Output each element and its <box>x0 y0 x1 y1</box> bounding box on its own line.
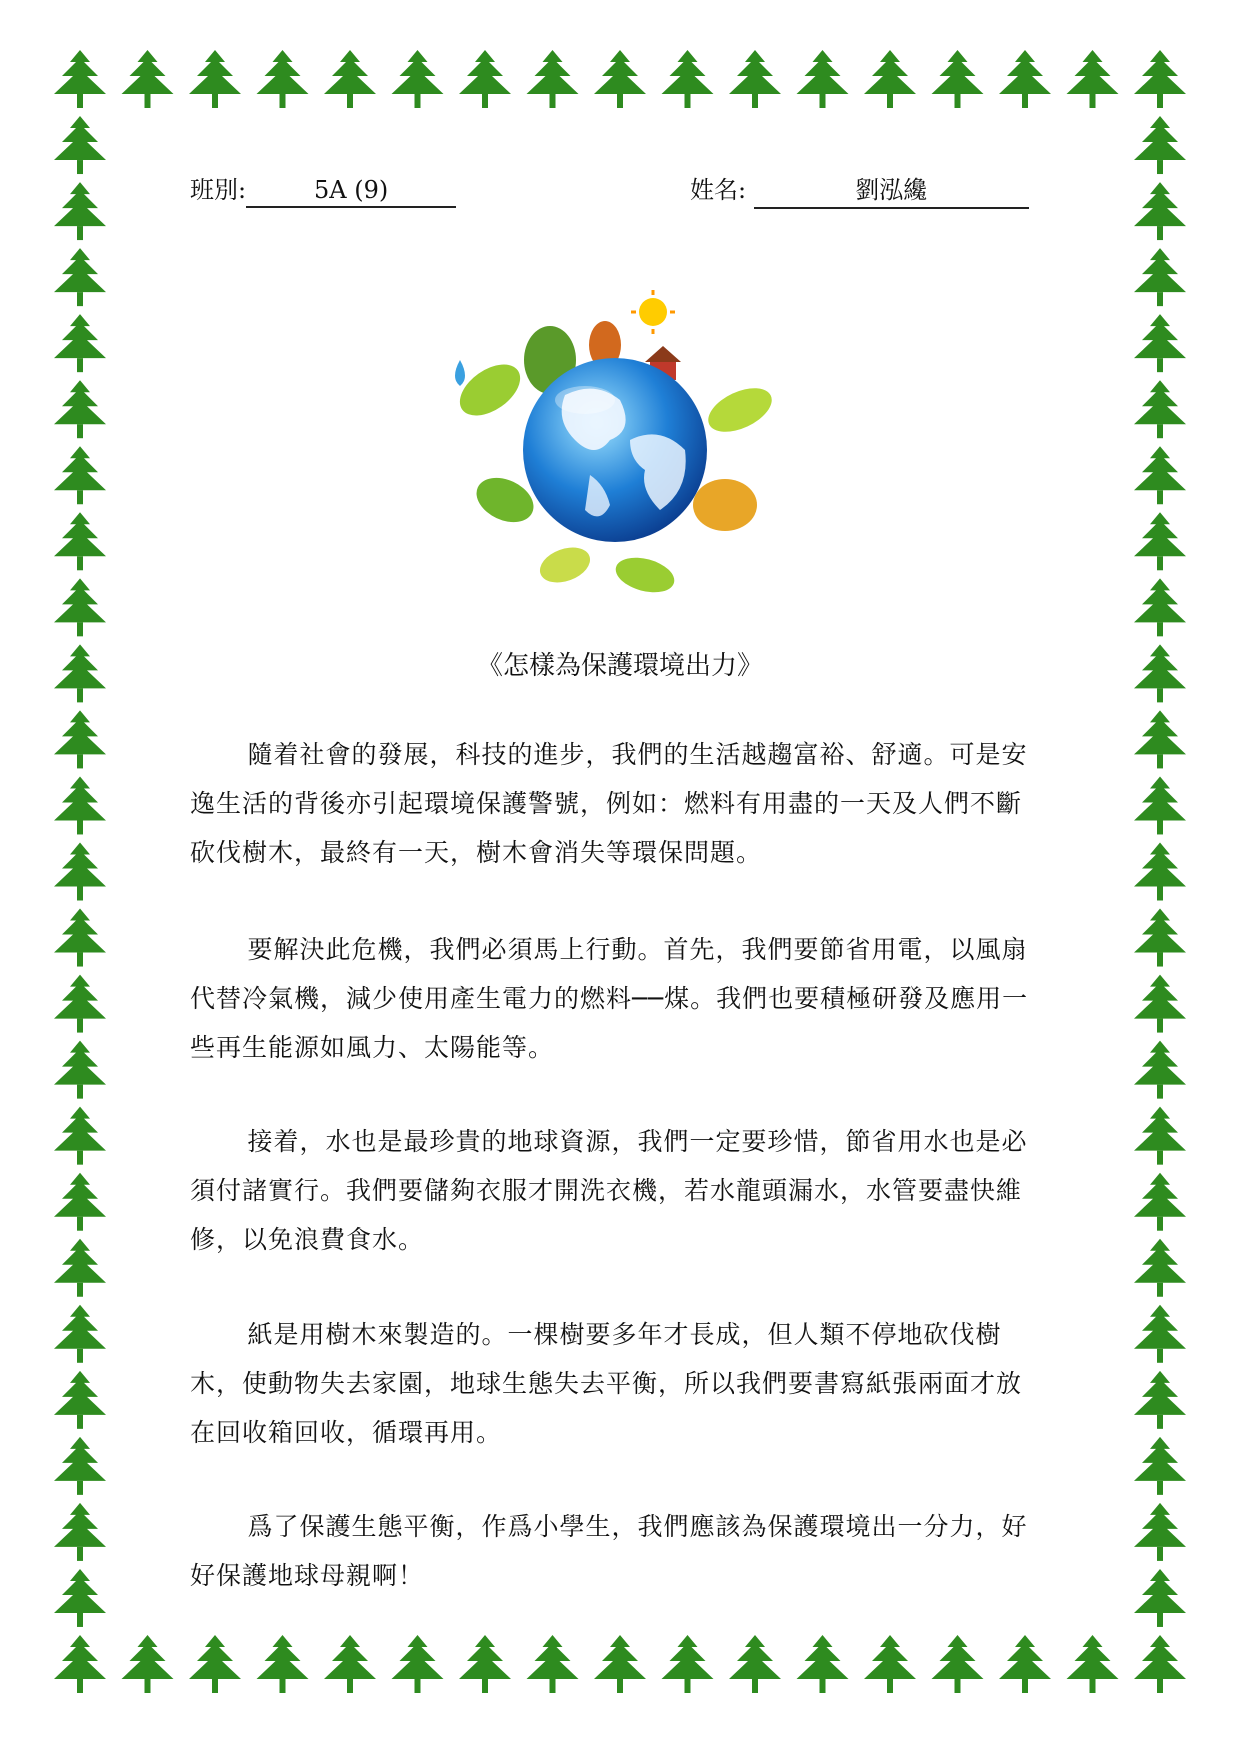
pine-tree-icon <box>54 1173 106 1231</box>
pine-tree-icon <box>324 50 376 108</box>
pine-tree-icon <box>54 843 106 901</box>
pine-tree-icon <box>122 1635 174 1693</box>
pine-tree-icon <box>1134 1239 1186 1297</box>
pine-tree-icon <box>932 50 984 108</box>
pine-tree-icon <box>1067 50 1119 108</box>
pine-tree-icon <box>54 975 106 1033</box>
pine-tree-icon <box>999 50 1051 108</box>
name-field <box>690 170 1029 209</box>
pine-tree-icon <box>1134 578 1186 636</box>
pine-tree-icon <box>392 50 444 108</box>
pine-tree-icon <box>1134 380 1186 438</box>
class-label: 班別: <box>190 176 247 204</box>
name-label: 姓名: <box>690 176 747 204</box>
pine-tree-icon <box>54 182 106 240</box>
pine-tree-icon <box>1134 909 1186 967</box>
pine-tree-icon <box>54 1239 106 1297</box>
earth-globe-eco-icon <box>445 290 785 600</box>
pine-tree-icon <box>1134 116 1186 174</box>
pine-tree-icon <box>324 1635 376 1693</box>
pine-tree-icon <box>662 1635 714 1693</box>
pine-tree-icon <box>1134 50 1186 108</box>
pine-tree-icon <box>729 50 781 108</box>
pine-tree-icon <box>257 50 309 108</box>
pine-tree-icon <box>1134 446 1186 504</box>
paragraph: 隨着社會的發展，科技的進步，我們的生活越趨富裕、舒適。可是安逸生活的背後亦引起環境保護警號，例如：燃料有用盡的一天及人們不斷砍伐樹木，最終有一天，樹木會消失等環保問題。 <box>190 740 1028 867</box>
pine-tree-icon <box>1134 1305 1186 1363</box>
pine-tree-icon <box>54 1503 106 1561</box>
pine-tree-icon <box>1134 1173 1186 1231</box>
pine-tree-icon <box>1134 776 1186 834</box>
paragraph: 爲了保護生態平衡，作爲小學生，我們應該為保護環境出一分力，好好保護地球母親啊！ <box>190 1512 1028 1590</box>
pine-tree-icon <box>1134 248 1186 306</box>
pine-tree-icon <box>54 446 106 504</box>
pine-tree-icon <box>54 248 106 306</box>
pine-tree-icon <box>189 50 241 108</box>
pine-tree-icon <box>1134 1437 1186 1495</box>
class-field <box>190 170 456 208</box>
pine-tree-icon <box>54 380 106 438</box>
pine-tree-icon <box>54 1437 106 1495</box>
essay-title: 《怎樣為保護環境出力》 <box>476 651 763 681</box>
pine-tree-icon <box>54 314 106 372</box>
pine-tree-icon <box>1134 512 1186 570</box>
pine-tree-icon <box>797 1635 849 1693</box>
pine-tree-icon <box>54 776 106 834</box>
pine-tree-icon <box>392 1635 444 1693</box>
pine-tree-icon <box>1134 182 1186 240</box>
pine-tree-icon <box>122 50 174 108</box>
pine-tree-icon <box>54 1635 106 1693</box>
pine-tree-icon <box>864 1635 916 1693</box>
pine-tree-icon <box>1134 710 1186 768</box>
pine-tree-icon <box>797 50 849 108</box>
pine-tree-icon <box>662 50 714 108</box>
pine-tree-icon <box>54 512 106 570</box>
pine-tree-icon <box>999 1635 1051 1693</box>
pine-tree-icon <box>54 50 106 108</box>
pine-tree-icon <box>54 1041 106 1099</box>
pine-tree-icon <box>54 710 106 768</box>
pine-tree-icon <box>864 50 916 108</box>
pine-tree-icon <box>1134 1503 1186 1561</box>
pine-tree-icon <box>54 1569 106 1627</box>
pine-tree-icon <box>1134 314 1186 372</box>
pine-tree-icon <box>729 1635 781 1693</box>
paragraph: 要解決此危機，我們必須馬上行動。首先，我們要節省用電，以風扇代替冷氣機，減少使用產生電力的燃料──煤。我們也要積極研發及應用一些再生能源如風力、太陽能等。 <box>190 935 1029 1062</box>
paragraph: 接着，水也是最珍貴的地球資源，我們一定要珍惜，節省用水也是必須付諸實行。我們要儲夠衣服才開洗衣機，若水龍頭漏水，水管要盡快維修，以免浪費食水。 <box>190 1127 1028 1254</box>
name-value: 劉泓纔 <box>754 170 1029 209</box>
pine-tree-icon <box>1067 1635 1119 1693</box>
pine-tree-icon <box>1134 843 1186 901</box>
pine-tree-icon <box>1134 1371 1186 1429</box>
pine-tree-icon <box>1134 1569 1186 1627</box>
pine-tree-icon <box>1134 975 1186 1033</box>
pine-tree-icon <box>54 909 106 967</box>
pine-tree-icon <box>527 1635 579 1693</box>
pine-tree-icon <box>932 1635 984 1693</box>
pine-tree-icon <box>459 50 511 108</box>
class-value: 5A (9) <box>246 176 456 208</box>
pine-tree-icon <box>1134 1635 1186 1693</box>
pine-tree-icon <box>54 1107 106 1165</box>
pine-tree-icon <box>459 1635 511 1693</box>
pine-tree-icon <box>594 50 646 108</box>
pine-tree-icon <box>594 1635 646 1693</box>
pine-tree-icon <box>189 1635 241 1693</box>
pine-tree-icon <box>54 116 106 174</box>
pine-tree-icon <box>1134 1041 1186 1099</box>
pine-tree-icon <box>54 1371 106 1429</box>
pine-tree-icon <box>527 50 579 108</box>
pine-tree-icon <box>1134 1107 1186 1165</box>
paragraph: 紙是用樹木來製造的。一棵樹要多年才長成，但人類不停地砍伐樹木，使動物失去家園，地球生態失去平衡，所以我們要書寫紙張兩面才放在回收箱回收，循環再用。 <box>190 1320 1023 1447</box>
pine-tree-icon <box>54 1305 106 1363</box>
pine-tree-icon <box>257 1635 309 1693</box>
pine-tree-icon <box>54 578 106 636</box>
